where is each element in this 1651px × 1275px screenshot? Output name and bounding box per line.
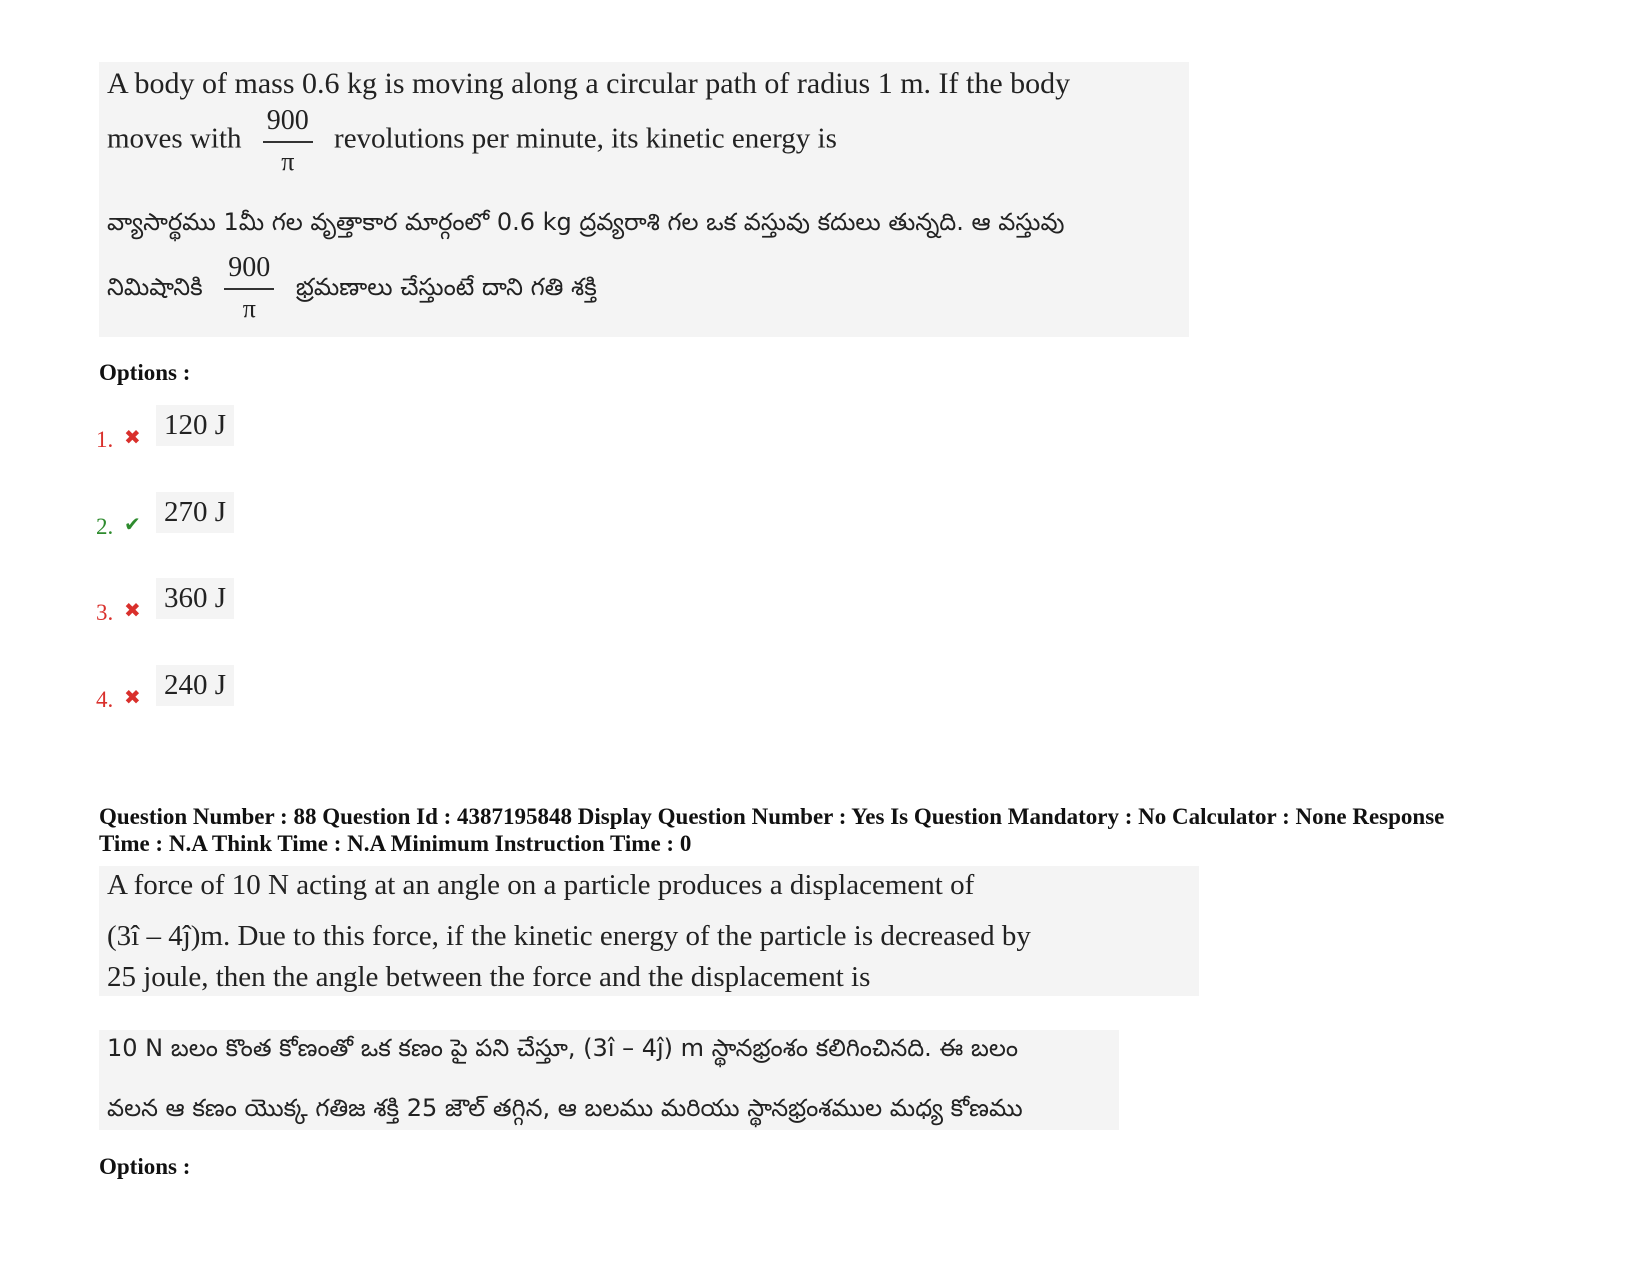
q87-options-label: Options : bbox=[99, 360, 191, 385]
option-2 bbox=[96, 492, 496, 552]
fraction-900-over-pi-telugu bbox=[224, 254, 274, 322]
q88-english-line-3: 25 joule, then the angle between the force and the displacement is bbox=[107, 961, 871, 993]
q88-english-line-2: (3î – 4ĵ)m. Due to this force, if the kinetic energy of the particle is decreased by bbox=[107, 920, 1031, 952]
question-88-metadata bbox=[99, 803, 1589, 857]
q87-english-line-2-start: moves with bbox=[107, 122, 242, 155]
meta-line-2: Time : N.A Think Time : N.A Minimum Instruction Time : 0 bbox=[99, 831, 692, 856]
cross-icon: ✖ bbox=[124, 685, 141, 709]
fraction-denominator: π bbox=[242, 294, 256, 323]
q87-telugu-line-2-end: భ్రమణాలు చేస్తుంటే దాని గతి శక్తి bbox=[295, 273, 597, 301]
q87-telugu-line-1: వ్యాసార్థము 1మీ గల వృత్తాకార మార్గంలో 0.6 kg ద్రవ్యరాశి గల ఒక వస్తువు కదులు తున్నది. ఆ వస్తువు bbox=[107, 208, 1065, 236]
cross-icon: ✖ bbox=[124, 425, 141, 449]
option-4 bbox=[96, 665, 496, 725]
option-number: 1. bbox=[96, 427, 114, 452]
q88-options-label: Options : bbox=[99, 1154, 191, 1179]
option-number: 4. bbox=[96, 687, 114, 712]
option-value: 270 J bbox=[156, 492, 234, 533]
option-value: 240 J bbox=[156, 665, 234, 706]
question-88-telugu-image bbox=[99, 1030, 1119, 1130]
q87-english-line-2-end: revolutions per minute, its kinetic energy is bbox=[334, 122, 837, 155]
meta-line-1: Question Number : 88 Question Id : 4387195848 Display Question Number : Yes Is Question Mandatory : No Calculator : None Response bbox=[99, 804, 1445, 829]
option-value: 120 J bbox=[156, 405, 234, 446]
q87-english-line-1: A body of mass 0.6 kg is moving along a circular path of radius 1 m. If the body bbox=[107, 67, 1071, 100]
fraction-denominator: π bbox=[281, 147, 295, 176]
option-number: 3. bbox=[96, 600, 114, 625]
fraction-900-over-pi bbox=[263, 107, 313, 175]
q88-telugu-line-2: వలన ఆ కణం యొక్క గతిజ శక్తి 25 జౌల్ తగ్గిన, ఆ బలము మరియు స్థానభ్రంశముల మధ్య కోణము bbox=[107, 1094, 1023, 1122]
option-number: 2. bbox=[96, 514, 114, 539]
check-icon: ✔ bbox=[124, 512, 141, 536]
question-87-text-image bbox=[99, 62, 1189, 337]
fraction-numerator: 900 bbox=[263, 107, 313, 143]
option-3 bbox=[96, 578, 496, 638]
q87-telugu-line-2 bbox=[107, 254, 597, 322]
q87-telugu-line-2-start: నిమిషానికి bbox=[107, 273, 203, 301]
question-88-english-image bbox=[99, 866, 1199, 996]
q87-english-line-2 bbox=[107, 107, 837, 175]
option-1 bbox=[96, 405, 496, 465]
cross-icon: ✖ bbox=[124, 598, 141, 622]
fraction-numerator: 900 bbox=[224, 254, 274, 290]
q88-english-line-1: A force of 10 N acting at an angle on a particle produces a displacement of bbox=[107, 869, 975, 901]
option-value: 360 J bbox=[156, 578, 234, 619]
q88-telugu-line-1: 10 N బలం కొంత కోణంతో ఒక కణం పై పని చేస్తూ, (3î – 4ĵ) m స్థానభ్రంశం కలిగించినది. ఈ బలం bbox=[107, 1034, 1019, 1062]
